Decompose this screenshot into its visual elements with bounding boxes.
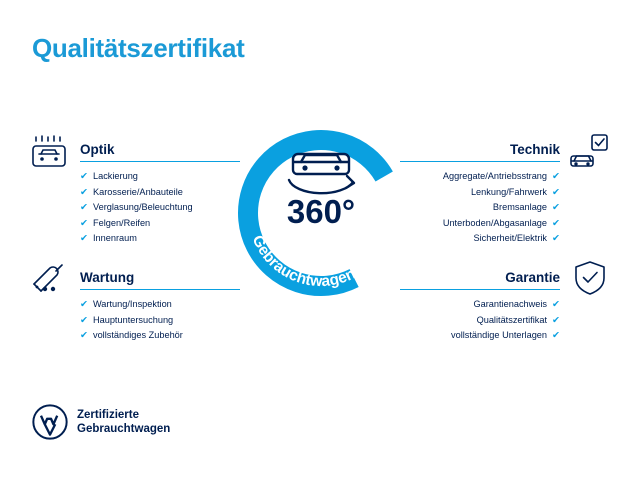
list-item-label: Karosserie/Anbauteile xyxy=(92,186,183,197)
footer-line-2: Gebrauchtwagen xyxy=(77,423,171,435)
car-checklist-icon xyxy=(570,132,610,175)
list-item xyxy=(400,231,560,247)
section-items xyxy=(80,297,240,344)
list-item-label: Bremsanlage xyxy=(492,202,548,212)
footer-line-1: Zertifizierte xyxy=(77,409,139,421)
list-item xyxy=(400,169,560,185)
gebrauchtwagen-check-badge xyxy=(226,118,416,308)
list-item xyxy=(400,313,560,329)
section-wartung xyxy=(80,270,240,344)
list-item-label: Verglasung/Beleuchtung xyxy=(92,202,193,212)
list-item-label: Lenkung/Fahrwerk xyxy=(470,186,548,197)
list-item xyxy=(80,185,240,201)
check-icon: ✔ xyxy=(80,217,88,229)
list-item-label: Felgen/Reifen xyxy=(92,217,151,228)
list-item xyxy=(400,216,560,232)
section-heading: Technik xyxy=(509,142,560,157)
shield-check-icon xyxy=(573,259,607,302)
list-item xyxy=(80,313,240,329)
list-item xyxy=(80,328,240,344)
divider xyxy=(80,161,240,162)
badge-arc-text: Gebrauchtwagen-Check xyxy=(248,232,394,291)
list-item-label: Sicherheit/Elektrik xyxy=(473,233,548,243)
vw-logo-icon xyxy=(32,404,68,440)
section-items xyxy=(400,297,560,344)
list-item xyxy=(400,328,560,344)
car-wash-icon xyxy=(28,132,70,175)
section-items xyxy=(80,169,240,247)
divider xyxy=(80,289,240,290)
section-heading: Garantie xyxy=(505,270,560,285)
check-icon: ✔ xyxy=(80,171,88,182)
footer xyxy=(32,404,170,440)
check-icon: ✔ xyxy=(552,217,560,229)
list-item-label: vollständige Unterlagen xyxy=(451,330,548,340)
list-item xyxy=(80,200,240,216)
check-icon: ✔ xyxy=(80,186,88,198)
list-item xyxy=(80,297,240,313)
list-item-label: Qualitätszertifikat xyxy=(476,314,548,325)
page-title: Qualitätszertifikat xyxy=(32,33,245,63)
list-item xyxy=(80,169,240,185)
section-optik xyxy=(80,142,240,247)
badge-degrees: 360° xyxy=(286,193,356,230)
list-item-label: Aggregate/Antriebsstrang xyxy=(442,171,548,181)
check-icon: ✔ xyxy=(552,330,560,341)
check-icon: ✔ xyxy=(80,299,88,310)
service-tools-icon xyxy=(28,259,70,298)
section-heading: Wartung xyxy=(80,270,135,285)
list-item xyxy=(400,185,560,201)
footer-text xyxy=(77,408,170,436)
check-icon: ✔ xyxy=(552,186,560,198)
check-icon: ✔ xyxy=(80,233,88,244)
divider xyxy=(400,289,560,290)
list-item-label: Innenraum xyxy=(92,233,137,243)
check-icon: ✔ xyxy=(80,202,88,213)
car-rotate-icon xyxy=(289,154,354,193)
list-item-label: Garantienachweis xyxy=(473,299,548,309)
section-heading: Optik xyxy=(80,142,115,157)
list-item-label: vollständiges Zubehör xyxy=(92,330,183,340)
list-item xyxy=(80,231,240,247)
list-item xyxy=(400,200,560,216)
section-technik xyxy=(400,142,560,247)
divider xyxy=(400,161,560,162)
check-icon: ✔ xyxy=(552,202,560,213)
check-icon: ✔ xyxy=(552,314,560,326)
list-item-label: Lackierung xyxy=(92,171,138,181)
list-item-label: Hauptuntersuchung xyxy=(92,314,174,325)
check-icon: ✔ xyxy=(80,314,88,326)
check-icon: ✔ xyxy=(552,299,560,310)
list-item xyxy=(80,216,240,232)
list-item xyxy=(400,297,560,313)
check-icon: ✔ xyxy=(552,171,560,182)
list-item-label: Wartung/Inspektion xyxy=(92,299,172,309)
section-items xyxy=(400,169,560,247)
check-icon: ✔ xyxy=(552,233,560,244)
section-garantie xyxy=(400,270,560,344)
list-item-label: Unterboden/Abgasanlage xyxy=(442,217,548,228)
check-icon: ✔ xyxy=(80,330,88,341)
